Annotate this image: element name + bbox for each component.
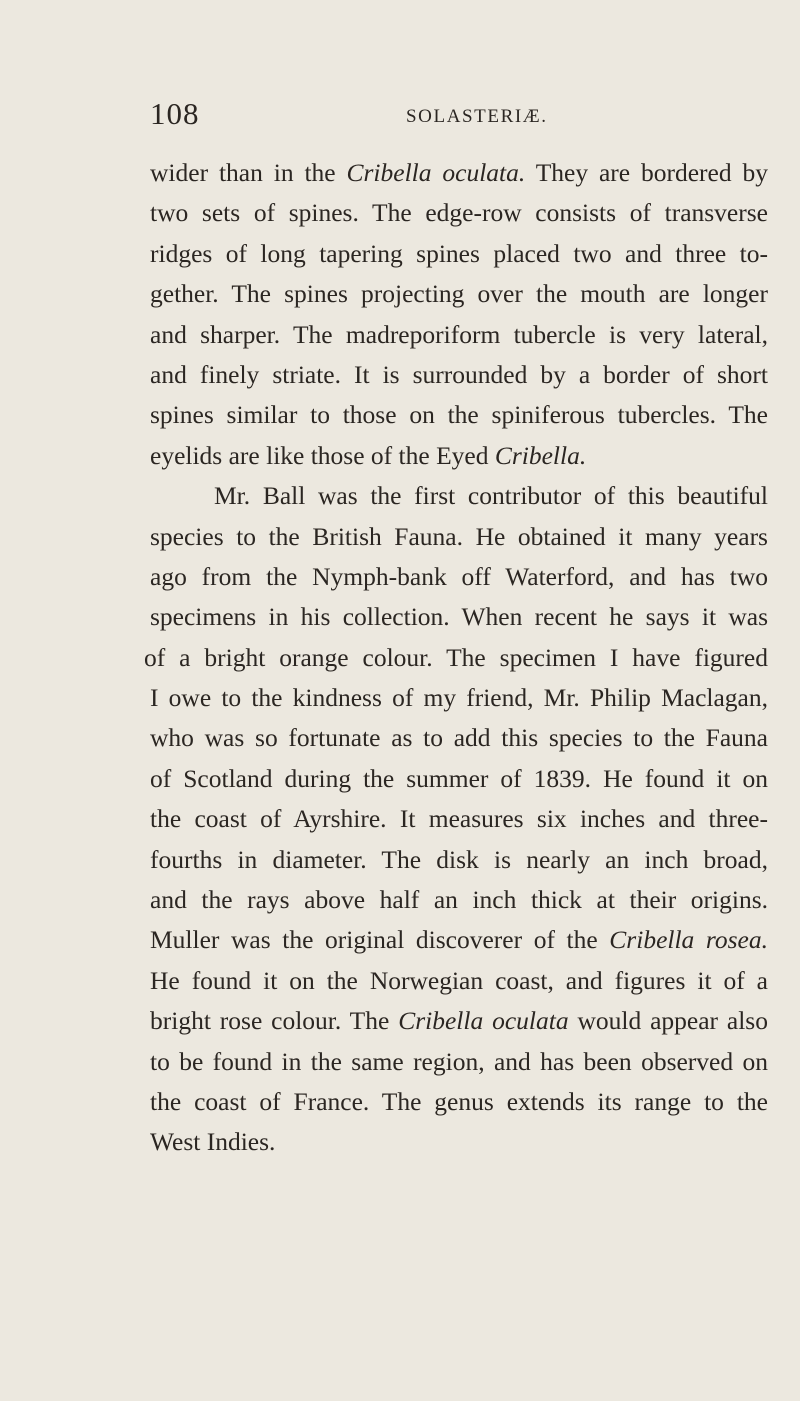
italic-text-segment: Cribella. — [494, 440, 587, 470]
italic-text-segment: Cribella rosea. — [609, 925, 768, 955]
text-line — [150, 193, 768, 233]
running-head: SOLASTERIÆ. — [406, 106, 548, 127]
text-segment: eyelids are like those of the Eyed — [150, 440, 495, 470]
page-number: 108 — [150, 96, 200, 131]
text-segment: He found it on the Norwegian coast, and figures it of a — [150, 965, 768, 995]
text-segment: specimens in his collection. When recent he says it was — [150, 602, 768, 632]
text-line — [150, 718, 768, 758]
text-line — [150, 517, 768, 557]
text-segment: two sets of spines. The edge-row consists of transverse — [150, 198, 768, 228]
text-segment: who was so fortunate as to add this species to the Fauna — [150, 723, 768, 753]
text-segment: to be found in the same region, and has been observed on — [150, 1046, 768, 1076]
text-segment: gether. The spines projecting over the mouth are longer — [150, 279, 768, 309]
text-line — [144, 638, 768, 678]
text-segment: bright rose colour. The — [150, 1006, 399, 1036]
text-line — [150, 557, 768, 597]
text-line — [150, 759, 768, 799]
body-text — [144, 153, 768, 1163]
text-line — [150, 961, 768, 1001]
text-line — [150, 678, 768, 718]
text-line — [150, 153, 768, 193]
text-line — [150, 315, 768, 355]
text-line — [150, 920, 768, 960]
text-segment: West Indies. — [150, 1127, 276, 1157]
text-segment: of Scotland during the summer of 1839. He found it on — [150, 763, 768, 793]
text-line — [150, 597, 768, 637]
text-segment: fourths in diameter. The disk is nearly an inch broad, — [150, 844, 768, 874]
text-line — [150, 234, 768, 274]
text-line — [150, 840, 768, 880]
text-line — [150, 355, 768, 395]
text-segment: Muller was the original discoverer of the — [150, 925, 610, 955]
text-line — [150, 1082, 768, 1122]
text-segment: and the rays above half an inch thick at their origins. — [150, 885, 768, 915]
text-segment: species to the British Fauna. He obtained it many years — [150, 521, 768, 551]
text-segment: They are bordered by — [525, 158, 768, 187]
text-segment: wider than in the — [150, 158, 347, 187]
text-segment: and finely striate. It is surrounded by a border of short — [150, 359, 768, 389]
text-segment: of a bright orange colour. The specimen I have figured — [144, 642, 768, 672]
text-segment: spines similar to those on the spiniferous tubercles. The — [150, 400, 768, 430]
italic-text-segment: Cribella oculata. — [346, 158, 526, 187]
text-segment: I owe to the kindness of my friend, Mr. Philip Maclagan, — [150, 683, 768, 713]
text-line — [150, 274, 768, 314]
text-segment: would appear also — [568, 1006, 768, 1036]
text-line — [150, 395, 768, 435]
text-segment: ridges of long tapering spines placed two and three to- — [150, 238, 768, 268]
text-segment: ago from the Nymph-bank off Waterford, and has two — [150, 561, 768, 591]
text-line — [150, 436, 768, 476]
text-segment: the coast of France. The genus extends its range to the — [150, 1086, 768, 1116]
text-segment: Mr. Ball was the first contributor of this beautiful — [214, 481, 768, 511]
italic-text-segment: Cribella oculata — [398, 1006, 569, 1036]
text-line — [150, 1042, 768, 1082]
text-line — [150, 799, 768, 839]
text-line — [150, 1122, 768, 1162]
text-line — [150, 1001, 768, 1041]
text-segment: the coast of Ayrshire. It measures six inches and three- — [150, 804, 768, 834]
page-header — [150, 96, 770, 136]
text-line — [150, 880, 768, 920]
text-line — [150, 476, 768, 516]
text-segment: and sharper. The madreporiform tubercle is very lateral, — [150, 319, 768, 349]
